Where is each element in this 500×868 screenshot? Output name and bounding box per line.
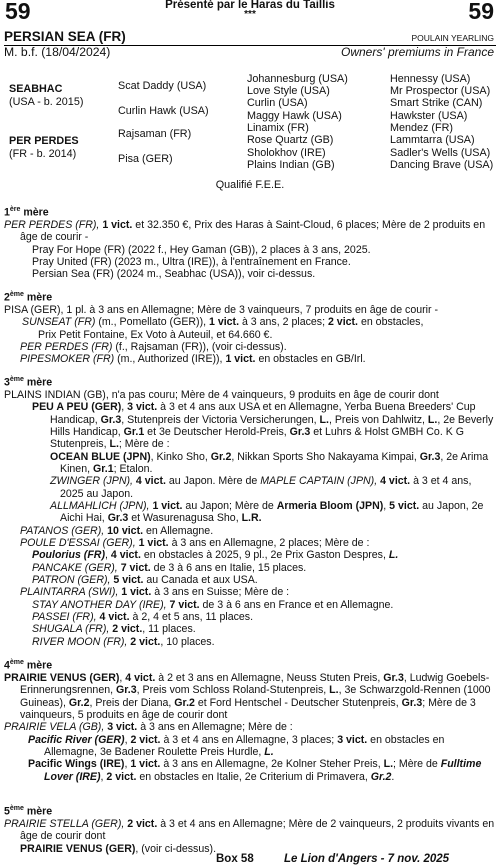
text-run: 3 vict. xyxy=(107,721,138,734)
section-heading: 1ère mère xyxy=(4,206,49,219)
text-run: 1 vict. xyxy=(130,758,161,771)
text-run: à 3 et 4 ans en Allemagne, 3 places; xyxy=(160,733,338,746)
owners-note: Owners' premiums in France xyxy=(341,45,494,59)
presented-by: Présenté par le Haras du Taillis xyxy=(165,0,335,11)
text-run: ; Mère de 3 vainqueurs, 5 produits en âge de courir dont xyxy=(20,696,476,721)
produce-line xyxy=(4,500,496,525)
text-run: 10 vict. xyxy=(107,524,144,537)
produce-line xyxy=(4,549,496,561)
section-fifth-dam xyxy=(4,803,496,855)
text-run: et Ford Hentschel - Deutscher Stutenpreis, xyxy=(194,696,402,709)
text-run: 4 vict. xyxy=(380,475,411,488)
dam-line: PLAINS INDIAN (GB), n'a pas couru; Mère de 4 vainqueurs, 9 produits en âge de courir dont xyxy=(4,388,439,401)
gen4-name: Lammtarra (USA) xyxy=(390,134,475,146)
sale-place-date: Le Lion d'Angers - 7 nov. 2025 xyxy=(284,853,450,865)
dam-info: (FR - b. 2014) xyxy=(9,148,77,160)
gen3-name: Sholokhov (IRE) xyxy=(247,147,326,159)
text-run: POULE D'ESSAI (GER), xyxy=(20,537,139,549)
text-run: , Nikkan Sports Sho Nakayama Kimpai, xyxy=(231,450,420,463)
text-run: 2 vict. xyxy=(130,733,161,746)
produce-line xyxy=(4,599,496,611)
text-run: 3 vict. xyxy=(337,733,368,746)
text-run: Gr.1 xyxy=(92,462,114,475)
text-run: , 2e Beverly Hills Handicap, xyxy=(50,413,494,438)
text-run: RIVER MOON (FR), xyxy=(32,635,131,648)
produce-line xyxy=(4,475,496,500)
text-run: , xyxy=(383,499,390,512)
text-run: Gr.3 xyxy=(383,671,404,684)
text-run: L. xyxy=(319,413,329,426)
gen4-name: Hennessy (USA) xyxy=(390,73,471,85)
text-run: PER PERDES (FR) xyxy=(20,340,113,353)
text-run: 2 vict. xyxy=(112,623,143,636)
produce-line: Prix Petit Fontaine, Ex Voto à Auteuil, et 64.660 €. xyxy=(38,328,273,341)
produce-line xyxy=(4,525,496,537)
text-run: , xyxy=(124,758,131,771)
produce-line xyxy=(4,451,496,476)
produce-line xyxy=(4,341,496,353)
gen3-name: Johannesburg (USA) xyxy=(247,73,348,85)
text-run: 1 vict. xyxy=(102,218,133,231)
text-run: à 2 et 3 ans en Allemagne, Neuss Stuten Preis, xyxy=(155,671,384,684)
text-run: 5 vict. xyxy=(389,499,420,512)
text-run: 2 vict. xyxy=(127,817,158,830)
qualification: Qualifié F.E.E. xyxy=(215,179,285,191)
section-heading: 3ème mère xyxy=(4,376,53,389)
text-run: 1 vict. xyxy=(121,586,152,599)
text-run: ; Etalon. xyxy=(113,462,153,475)
dam-line xyxy=(4,672,496,721)
text-run: , Kinko Sho, xyxy=(150,450,211,463)
text-run: PRAIRIE VENUS (GER) xyxy=(20,842,136,855)
text-run: en obstacles à 2025, 9 pl., 2e Prix Gaston Despres, xyxy=(140,549,389,562)
text-run: 4 vict. xyxy=(125,671,156,684)
text-run: L. xyxy=(109,438,119,451)
text-run: 4 vict. xyxy=(135,475,166,488)
text-run: Gr.3 xyxy=(107,512,129,525)
text-run: PANCAKE (GER), xyxy=(32,561,121,574)
text-run: à 3 ans en Allemagne, 2e Kolner Steher Preis, xyxy=(160,758,384,771)
produce-line: Pray For Hope (FR) (2022 f., Hey Gaman (GB)), 2 places à 3 ans, 2025. xyxy=(32,243,371,256)
text-run: (f., Rajsaman (FR)), (voir ci-dessus). xyxy=(112,340,287,353)
text-run: 4 vict. xyxy=(110,549,141,562)
dam-line: PISA (GER), 1 pl. à 3 ans en Allemagne; Mère de 3 vainqueurs, 7 produits en âge de courir - xyxy=(4,303,438,316)
text-run: en Allemagne. xyxy=(143,524,214,537)
produce-line xyxy=(4,537,496,549)
category-label: POULAIN YEARLING xyxy=(411,33,494,43)
text-run: , 3e Schwarzgold-Rennen (1000 Guineas), xyxy=(20,684,491,709)
gen2-name: Pisa (GER) xyxy=(118,153,173,165)
text-run: et Luhrs & Holst GMBH Co. K G Stutenpreis, xyxy=(50,425,464,451)
produce-line xyxy=(4,734,496,759)
text-run: ZWINGER (JPN), xyxy=(50,475,136,488)
stars: *** xyxy=(244,9,256,20)
gen3-name: Rose Quartz (GB) xyxy=(247,134,334,146)
text-run: Gr.2 xyxy=(370,770,392,783)
box-number: Box 58 xyxy=(216,853,254,865)
produce-line xyxy=(4,758,496,783)
sire-info: (USA - b. 2015) xyxy=(9,96,84,108)
sex-birth: M. b.f. (18/04/2024) xyxy=(4,45,111,59)
text-run: PASSEI (FR), xyxy=(32,611,100,624)
text-run: Gr.2 xyxy=(174,696,195,709)
produce-line xyxy=(4,636,496,648)
text-run: ALLMAHLICH (JPN), xyxy=(50,499,153,512)
text-run: Pacific River (GER) xyxy=(28,733,125,746)
text-run: 7 vict. xyxy=(120,561,151,574)
text-run: en obstacles, xyxy=(358,316,424,329)
produce-line xyxy=(4,316,496,328)
text-run: ; Mère de xyxy=(393,758,441,771)
produce-line xyxy=(4,611,496,623)
text-run: , 10 places. xyxy=(160,635,215,648)
text-run: 5 vict. xyxy=(113,574,144,587)
produce-line xyxy=(4,574,496,586)
produce-line xyxy=(4,353,496,365)
text-run: en obstacles en GB/Irl. xyxy=(255,353,366,366)
produce-line xyxy=(4,623,496,635)
text-run: L. xyxy=(427,413,438,426)
text-run: (m., Pomellato (GER)), xyxy=(95,316,209,329)
text-run: Poulorius (FR) xyxy=(32,549,105,562)
text-run: . xyxy=(391,770,395,783)
text-run: PRAIRIE VENUS (GER) xyxy=(4,671,120,684)
text-run: au Japon. Mère de xyxy=(165,475,261,488)
text-run: PATRON (GER), xyxy=(32,574,114,587)
produce-line xyxy=(4,721,496,733)
text-run: Armeria Bloom (JPN) xyxy=(276,499,384,512)
text-run: de 3 à 6 ans en France et en Allemagne. xyxy=(199,598,394,611)
text-run: MAPLE CAPTAIN (JPN), xyxy=(260,475,381,488)
text-run: Gr.1 xyxy=(123,425,145,438)
text-run: Pacific Wings (IRE) xyxy=(28,758,125,771)
produce-line xyxy=(4,562,496,574)
gen4-name: Mr Prospector (USA) xyxy=(390,85,491,97)
text-run: 4 vict. xyxy=(99,611,130,624)
gen3-name: Maggy Hawk (USA) xyxy=(247,110,342,122)
text-run: à 3 ans, 2 places; xyxy=(239,316,328,329)
text-run: au Japon; Mère de xyxy=(182,499,277,512)
text-run: 1 vict. xyxy=(138,537,169,549)
text-run: à 3 et 4 ans, 2025 au Japon. xyxy=(60,475,472,500)
gen3-name: Curlin (USA) xyxy=(247,97,308,109)
gen4-name: Hawkster (USA) xyxy=(390,110,468,122)
text-run: au Canada et aux USA. xyxy=(143,574,258,587)
text-run: , Ludwig Goebels-Erinnerungsrennen, xyxy=(20,671,490,697)
text-run: L. xyxy=(388,549,399,562)
text-run: PER PERDES (FR), xyxy=(4,218,103,231)
gen2-name: Scat Daddy (USA) xyxy=(118,80,207,92)
text-run: 1 vict. xyxy=(152,499,183,512)
text-run: , 2e Arima Kinen, xyxy=(60,450,489,475)
text-run: ; Mère de : xyxy=(118,438,170,451)
gen3-name: Plains Indian (GB) xyxy=(247,159,335,171)
produce-line: Persian Sea (FR) (2024 m., Seabhac (USA)), voir ci-dessus. xyxy=(32,268,316,281)
section-third-dam xyxy=(4,374,496,648)
gen4-name: Dancing Brave (USA) xyxy=(390,159,494,171)
text-run: à 3 et 4 ans en Allemagne; Mère de 2 vainqueurs, 2 produits vivants en âge de courir dont xyxy=(20,817,495,843)
text-run: (m., Authorized (IRE)), xyxy=(114,353,226,366)
text-run: 3 vict. xyxy=(127,401,158,414)
gen4-name: Mendez (FR) xyxy=(390,122,453,134)
text-run: SUNSEAT (FR) xyxy=(22,316,96,329)
text-run: au Japon, 2e Aichi Hai, xyxy=(60,499,484,525)
produce-line xyxy=(4,586,496,598)
text-run: 2 vict. xyxy=(106,770,137,783)
text-run: SHUGALA (FR), xyxy=(32,623,113,636)
text-run: Gr.3 xyxy=(100,413,122,426)
section-heading: 2ème mère xyxy=(4,291,53,304)
dam-line xyxy=(4,219,496,244)
text-run: , xyxy=(119,671,126,684)
section-first-dam xyxy=(4,204,496,281)
text-run: 1 vict. xyxy=(208,316,240,329)
gen2-name: Curlin Hawk (USA) xyxy=(118,105,209,117)
section-second-dam xyxy=(4,289,496,366)
gen3-name: Linamix (FR) xyxy=(247,122,309,134)
text-run: L. xyxy=(329,684,339,697)
text-run: et 32.350 €, Prix des Haras à Saint-Cloud, 6 places; Mère de 2 produits en âge de courir - xyxy=(20,218,486,244)
text-run: et 3e Deutscher Herold-Preis, xyxy=(144,425,290,438)
text-run: L. xyxy=(264,745,274,758)
text-run: de 3 à 6 ans en Italie, 15 places. xyxy=(150,561,307,574)
text-run: L. xyxy=(383,758,394,771)
text-run: L.R. xyxy=(241,512,262,525)
section-fourth-dam xyxy=(4,657,496,783)
text-run: Gr.2 xyxy=(210,450,232,463)
text-run: PRAIRIE STELLA (GER), xyxy=(4,817,128,830)
text-run: Gr.3 xyxy=(116,684,137,697)
sire-name: SEABHAC xyxy=(9,83,63,95)
text-run: Gr.3 xyxy=(289,425,311,438)
dam-name: PER PERDES xyxy=(9,135,79,147)
text-run: à 3 et 4 ans aux USA et en Allemagne, Yerba Buena Breeders' Cup Handicap, xyxy=(50,401,476,426)
text-run: à 3 ans en Allemagne, 2 places; Mère de : xyxy=(168,537,370,549)
dam-line xyxy=(4,818,496,843)
text-run: , Preis vom Schloss Roland-Stutenpreis, xyxy=(136,684,330,697)
text-run: PATANOS (GER), xyxy=(20,524,108,537)
text-run: Fulltime Lover (IRE) xyxy=(44,758,482,783)
text-run: , Preis der Diana, xyxy=(89,696,175,709)
text-run: 2 vict. xyxy=(130,635,161,648)
horse-name: PERSIAN SEA (FR) xyxy=(4,29,126,44)
text-run: , xyxy=(121,401,128,414)
text-run: à 3 ans en Suisse; Mère de : xyxy=(151,586,290,599)
text-run: , xyxy=(124,733,131,746)
gen3-name: Love Style (USA) xyxy=(247,85,330,97)
section-heading: 5ème mère xyxy=(4,805,53,818)
text-run: , (voir ci-dessus). xyxy=(135,842,217,855)
produce-line xyxy=(4,401,496,450)
text-run: 7 vict. xyxy=(169,598,200,611)
text-run: Gr.2 xyxy=(68,696,90,709)
text-run: 1 vict. xyxy=(225,353,256,366)
text-run: 2 vict. xyxy=(327,316,359,329)
text-run: Gr.3 xyxy=(419,450,441,463)
section-heading: 4ème mère xyxy=(4,659,53,672)
text-run: PRAIRIE VELA (GB), xyxy=(4,721,108,734)
produce-line: Pray United (FR) (2023 m., Ultra (IRE)), à l'entraînement en France. xyxy=(32,255,351,268)
lot-number-left: 59 xyxy=(5,0,31,24)
lot-number-right: 59 xyxy=(468,0,494,24)
gen2-name: Rajsaman (FR) xyxy=(118,128,192,140)
gen4-name: Sadler's Wells (USA) xyxy=(390,147,491,159)
text-run: , xyxy=(100,770,107,783)
text-run: , Preis von Dahlwitz, xyxy=(328,413,428,426)
text-run: PEU A PEU (GER) xyxy=(32,401,122,414)
text-run: , Stutenpreis der Victoria Versicherungen, xyxy=(121,413,320,426)
text-run: , xyxy=(104,549,111,562)
text-run: , 11 places. xyxy=(142,623,196,636)
text-run: OCEAN BLUE (JPN) xyxy=(50,450,151,463)
text-run: en obstacles en Italie, 2e Criterium di Primavera, xyxy=(136,770,371,783)
text-run: et Wasurenagusa Sho, xyxy=(128,512,242,525)
text-run: Gr.3 xyxy=(401,696,423,709)
text-run: STAY ANOTHER DAY (IRE), xyxy=(32,598,170,611)
text-run: à 2, 4 et 5 ans, 11 places. xyxy=(129,611,254,624)
text-run: PIPESMOKER (FR) xyxy=(20,353,115,366)
text-run: à 3 ans en Allemagne; Mère de : xyxy=(137,721,293,734)
text-run: en obstacles en Allemagne, 3e Badener Roulette Preis Hurdle, xyxy=(44,733,445,758)
gen4-name: Smart Strike (CAN) xyxy=(390,97,483,109)
text-run: PLAINTARRA (SWI), xyxy=(20,586,122,599)
